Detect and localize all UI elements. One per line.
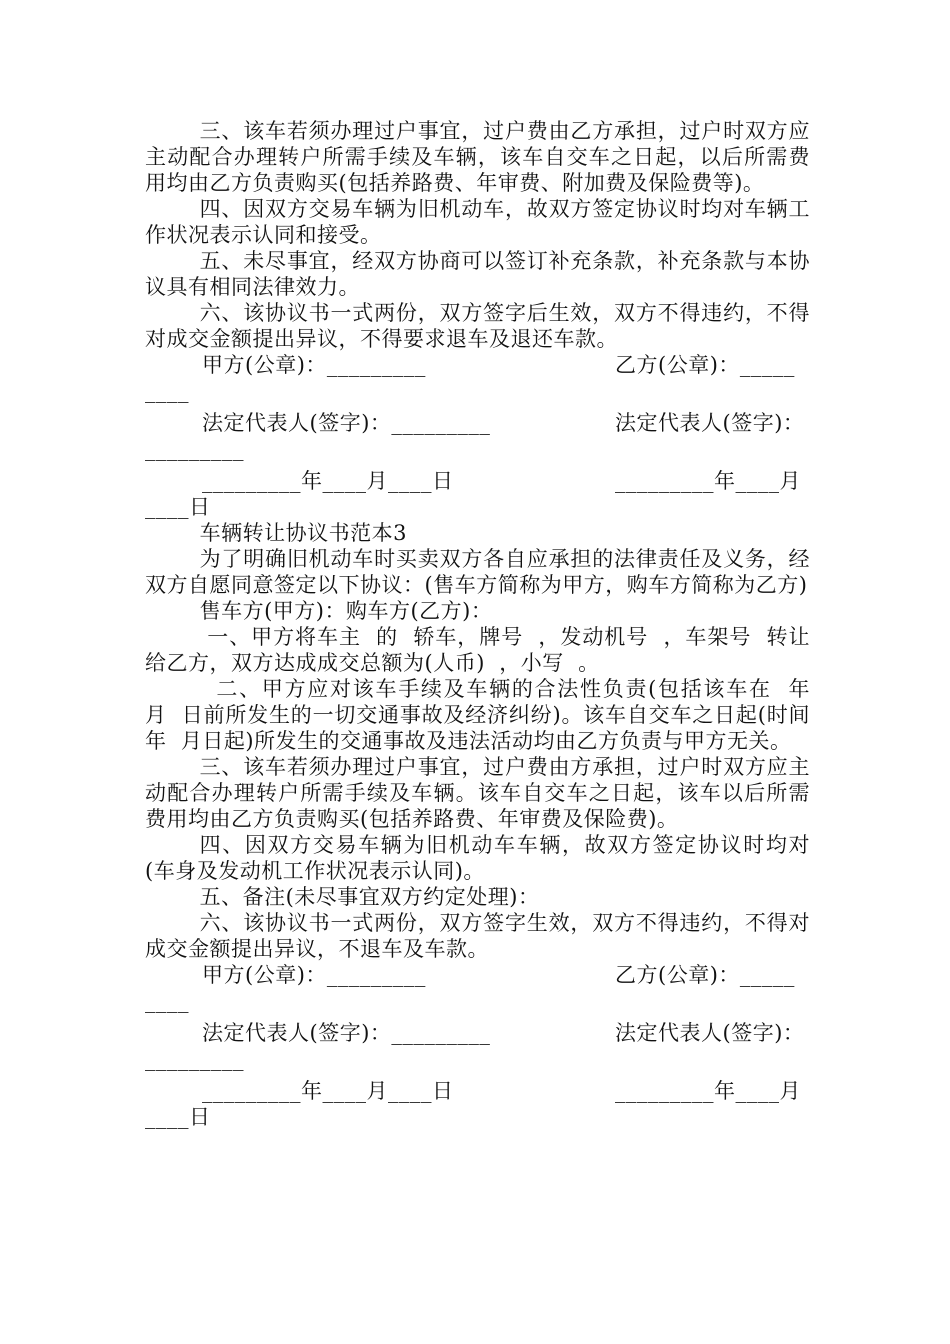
clause-5: 五、未尽事宜，经双方协商可以签订补充条款，补充条款与本协议具有相同法律效力。 <box>145 249 810 299</box>
clause-2: 二、甲方应对该车手续及车辆的合法性负责(包括该车在 年 月 日前所发生的一切交通事故及经济纠纷)。该车自交车之日起(时间 年 月日起)所发生的交通事故及违法活动均由乙方负责与甲方无关。 <box>145 677 825 753</box>
clause-5b: 五、备注(未尽事宜双方约定处理)： <box>199 885 540 909</box>
party-b-seal: 乙方(公章)：_____ <box>615 353 795 377</box>
clause-4: 四、因双方交易车辆为旧机动车，故双方签定协议时均对车辆工作状况表示认同和接受。 <box>145 197 810 247</box>
date-line <box>145 468 810 494</box>
party-b-date-b: _________年____月 <box>615 1079 801 1103</box>
party-b-representative-b: 法定代表人(签字)： <box>615 1021 805 1045</box>
clause-3: 三、该车若须办理过户事宜，过户费由乙方承担，过户时双方应主动配合办理转户所需手续及车辆，该车自交车之日起，以后所需费用均由乙方负责购买(包括养路费、年审费、附加费及保险费等)。 <box>145 119 810 195</box>
date-line-b <box>145 1078 810 1104</box>
party-b-representative-continued-b: _________ <box>145 1047 244 1071</box>
party-b-seal-continued: ____ <box>145 379 189 403</box>
seal-line-b <box>145 962 810 988</box>
clause-1: 一、甲方将车主 的 轿车，牌号 ，发动机号 ，车架号 转让给乙方，双方达成成交总额为(人币) ，小写 。 <box>145 625 810 675</box>
seal-line <box>145 352 810 378</box>
document-body <box>145 118 825 1136</box>
party-b-date-continued-b: ____日 <box>145 1105 211 1129</box>
representative-line-b <box>145 1020 810 1046</box>
party-b-date-continued: ____日 <box>145 495 211 519</box>
preamble: 为了明确旧机动车时买卖双方各自应承担的法律责任及义务，经双方自愿同意签定以下协议：(售车方简称为甲方，购车方简称为乙方) <box>145 547 810 597</box>
party-b-representative: 法定代表人(签字)： <box>615 411 805 435</box>
party-b-representative-continued: _________ <box>145 437 244 461</box>
clause-3b: 三、该车若须办理过户事宜，过户费由方承担，过户时双方应主动配合办理转户所需手续及车辆。该车自交车之日起，该车以后所需费用均由乙方负责购买(包括养路费、年审费及保险费)。 <box>145 755 810 831</box>
parties: 售车方(甲方)：购车方(乙方)： <box>199 599 493 623</box>
party-b-seal-b: 乙方(公章)：_____ <box>615 963 795 987</box>
clause-4b: 四、因双方交易车辆为旧机动车车辆，故双方签定协议时均对(车身及发动机工作状况表示认同)。 <box>145 833 810 883</box>
party-a-date: _________年____月____日 <box>202 469 454 493</box>
party-a-seal-b: 甲方(公章)：_________ <box>202 963 426 987</box>
section-title: 车辆转让协议书范本3 <box>199 521 407 545</box>
party-a-date-b: _________年____月____日 <box>202 1079 454 1103</box>
clause-6: 六、该协议书一式两份，双方签字后生效，双方不得违约，不得对成交金额提出异议，不得要求退车及退还车款。 <box>145 301 810 351</box>
party-a-seal: 甲方(公章)：_________ <box>202 353 426 377</box>
party-b-date: _________年____月 <box>615 469 801 493</box>
party-b-seal-continued-b: ____ <box>145 989 189 1013</box>
clause-6b: 六、该协议书一式两份，双方签字生效，双方不得违约，不得对成交金额提出异议，不退车及车款。 <box>145 911 810 961</box>
party-a-representative: 法定代表人(签字)：_________ <box>202 411 491 435</box>
party-a-representative-b: 法定代表人(签字)：_________ <box>202 1021 491 1045</box>
representative-line <box>145 410 810 436</box>
